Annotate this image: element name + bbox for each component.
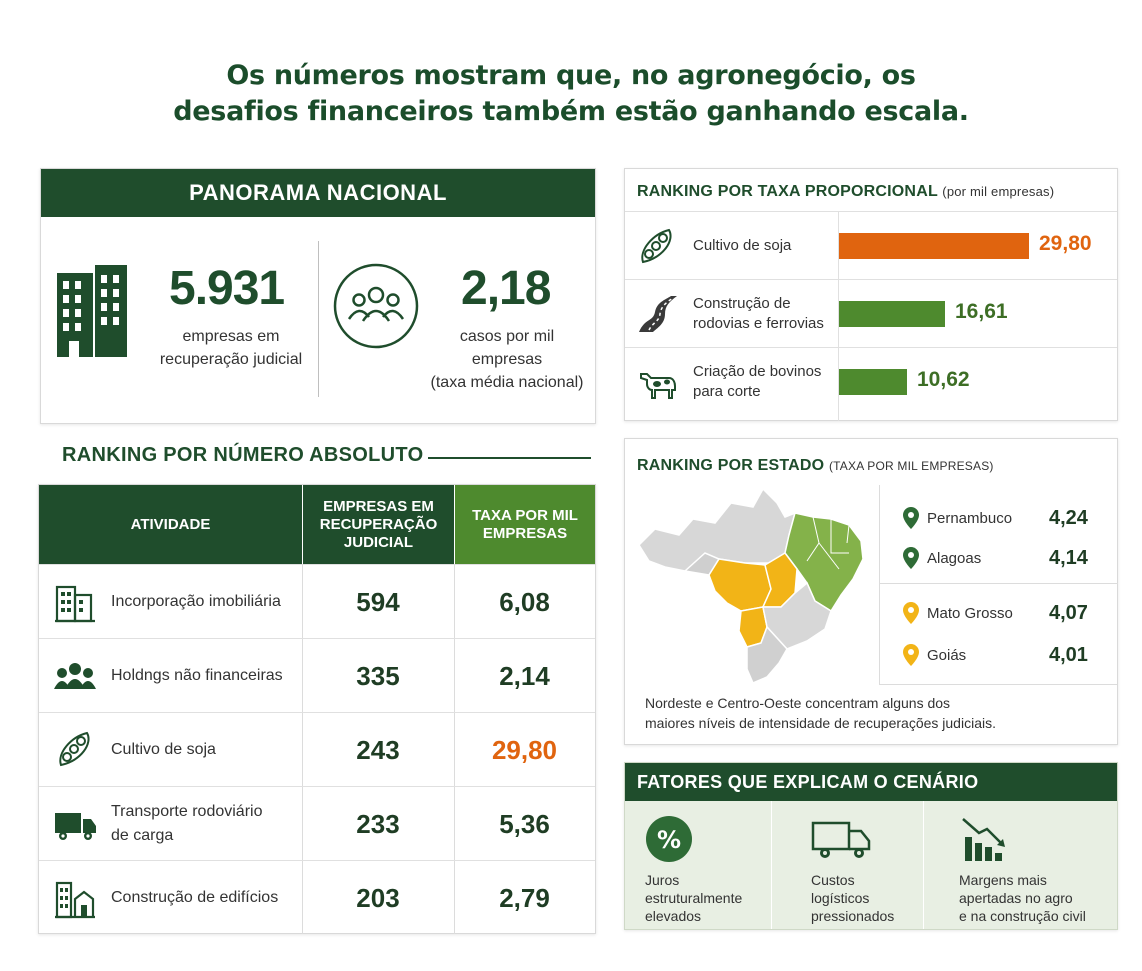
average-rate-caption: casos por mil empresas (taxa média nacional)	[430, 328, 584, 391]
truck-icon	[811, 815, 875, 863]
factor-text: Margens mais apertadas no agro e na construção civil	[959, 872, 1086, 924]
proportional-value: 16,61	[955, 300, 1008, 323]
proportional-row	[625, 347, 1117, 415]
absolute-ranking-table	[38, 484, 596, 934]
panorama-divider	[318, 241, 319, 397]
people-icon	[53, 655, 97, 697]
activity-label: Cultivo de soja	[111, 741, 216, 758]
proportional-ranking-title: RANKING POR TAXA PROPORCIONAL (por mil empresas)	[637, 183, 1055, 200]
proportional-ranking-subtitle: (por mil empresas)	[942, 184, 1055, 199]
state-ranking-subtitle: (TAXA POR MIL EMPRESAS)	[828, 459, 994, 473]
table-row	[39, 638, 595, 712]
factors-card	[624, 762, 1118, 930]
state-name: Mato Grosso	[927, 604, 1013, 622]
table-row	[39, 564, 595, 638]
state-value: 4,01	[1049, 643, 1088, 666]
state-row	[881, 592, 1117, 634]
factor-item	[625, 801, 771, 929]
absolute-ranking-rule	[428, 457, 591, 459]
people-group-icon	[333, 263, 419, 349]
factors-title: FATORES QUE EXPLICAM O CENÁRIO	[625, 763, 1117, 801]
road-icon	[635, 292, 679, 336]
truck-icon	[53, 803, 97, 845]
header-companies: EMPRESAS EM RECUPERAÇÃO JUDICIAL	[302, 485, 454, 564]
map-pin-icon	[903, 507, 919, 529]
state-ranking-note: Nordeste e Centro-Oeste concentram alguns dos maiores níveis de intensidade de recuperações judiciais.	[645, 695, 996, 731]
map-pin-icon	[903, 547, 919, 569]
cow-icon	[635, 360, 679, 404]
headline-line-2: desafios financeiros também estão ganhando escala.	[173, 96, 969, 127]
proportional-bar	[839, 369, 907, 395]
rate-value-highlight: 29,80	[491, 734, 558, 765]
companies-value: 243	[356, 734, 400, 765]
building-icon	[53, 581, 97, 623]
header-rate: TAXA POR MIL EMPRESAS	[454, 485, 595, 564]
absolute-ranking-title: RANKING POR NÚMERO ABSOLUTO	[62, 444, 424, 466]
map-pin-icon	[903, 644, 919, 666]
state-list-divider	[880, 583, 1118, 584]
activity-label: Construção de edifícios	[111, 889, 279, 906]
rate-value: 6,08	[499, 586, 550, 617]
state-name: Alagoas	[927, 549, 982, 567]
factor-item	[791, 801, 923, 929]
rate-value: 5,36	[499, 808, 550, 839]
proportional-value: 29,80	[1039, 232, 1092, 255]
companies-value: 233	[356, 808, 400, 839]
panorama-card	[40, 168, 596, 424]
state-value: 4,07	[1049, 601, 1088, 624]
declining-chart-icon	[959, 815, 1011, 863]
total-companies-value: 5.931	[169, 262, 285, 315]
factor-text: Custos logísticos pressionados	[811, 872, 895, 924]
svg-text:%: %	[656, 826, 682, 854]
state-ranking-card	[624, 438, 1118, 745]
average-rate-value: 2,18	[461, 262, 551, 315]
proportional-label: Criação de bovinos para corte	[693, 363, 822, 400]
companies-value: 335	[356, 660, 400, 691]
brazil-map-icon	[635, 483, 875, 689]
proportional-bar	[839, 301, 945, 327]
state-name: Goiás	[927, 646, 967, 664]
proportional-row	[625, 211, 1117, 279]
table-row	[39, 712, 595, 786]
soybean-icon	[635, 224, 679, 268]
state-row	[881, 537, 1117, 579]
factor-text: Juros estruturalmente elevados	[645, 872, 743, 924]
soybean-icon	[53, 729, 97, 771]
proportional-bar	[839, 233, 1029, 259]
headline	[0, 58, 1142, 130]
proportional-label: Cultivo de soja	[693, 237, 792, 254]
proportional-label: Construção de rodovias e ferrovias	[693, 295, 824, 332]
state-ranking-title: RANKING POR ESTADO (TAXA POR MIL EMPRESAS)	[637, 457, 994, 474]
state-value: 4,14	[1049, 546, 1088, 569]
state-name: Pernambuco	[927, 509, 1013, 527]
state-row	[881, 634, 1117, 676]
factor-item	[939, 801, 1117, 929]
state-row	[881, 497, 1117, 539]
companies-value: 594	[356, 586, 400, 617]
map-pin-icon	[903, 602, 919, 624]
activity-label: Holdngs não financeiras	[111, 667, 283, 684]
total-companies-caption: empresas em recuperação judicial	[159, 328, 303, 368]
rate-value: 2,79	[499, 882, 550, 913]
activity-label: Incorporação imobiliária	[111, 593, 281, 610]
construction-icon	[53, 877, 97, 919]
header-activity: ATIVIDADE	[39, 485, 302, 564]
proportional-value: 10,62	[917, 368, 970, 391]
state-value: 4,24	[1049, 506, 1088, 529]
buildings-icon	[55, 265, 129, 359]
headline-line-1: Os números mostram que, no agronegócio, os	[226, 60, 916, 91]
percent-icon	[645, 815, 693, 863]
factor-divider	[771, 801, 772, 929]
table-row	[39, 786, 595, 860]
panorama-title: PANORAMA NACIONAL	[41, 169, 595, 217]
proportional-row	[625, 279, 1117, 347]
proportional-ranking-card	[624, 168, 1118, 421]
factor-divider	[923, 801, 924, 929]
activity-label: Transporte rodoviário de carga	[111, 803, 263, 844]
rate-value: 2,14	[499, 660, 550, 691]
table-row	[39, 860, 595, 934]
companies-value: 203	[356, 882, 400, 913]
